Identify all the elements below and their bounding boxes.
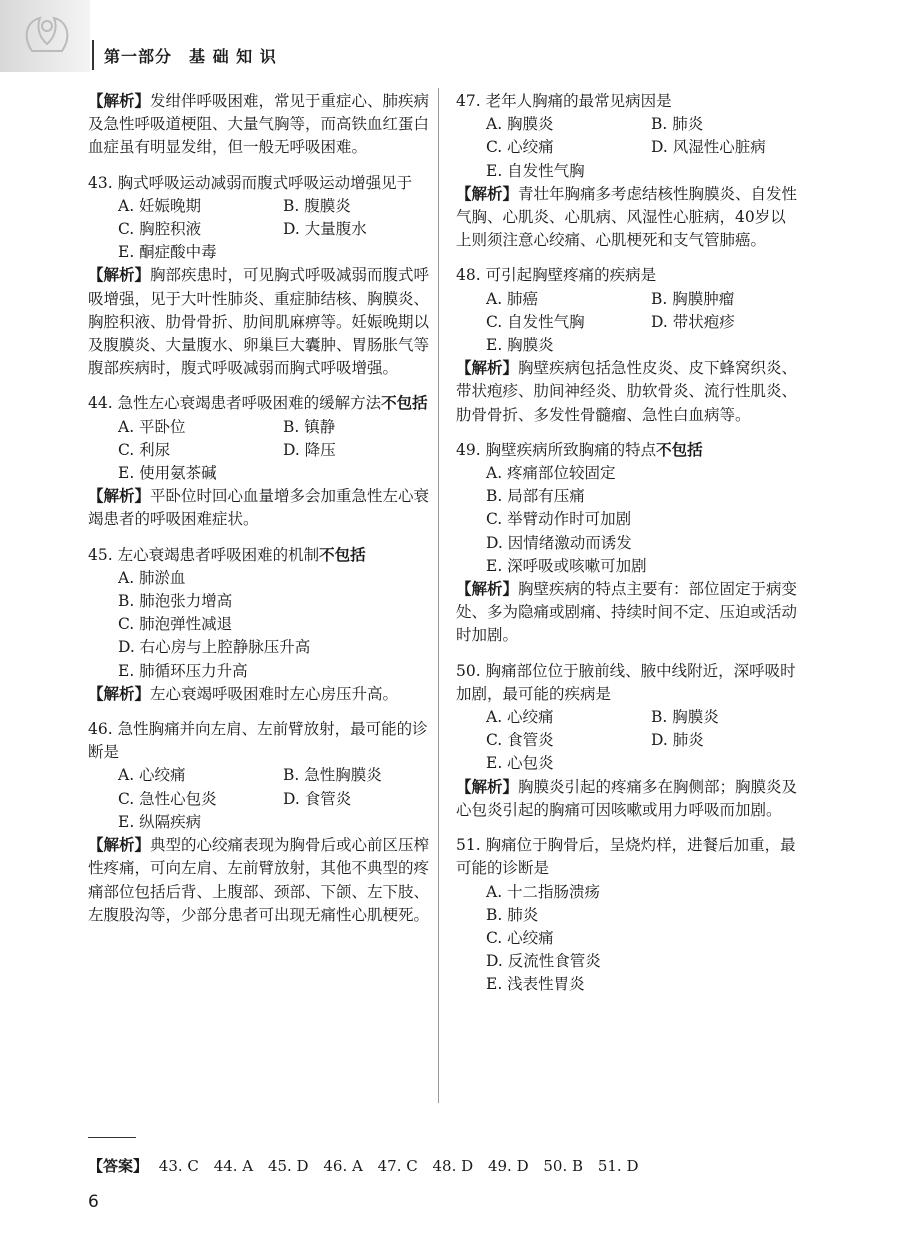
option-e: E. 胸膜炎	[486, 336, 554, 355]
header-title: 第一部分 基 础 知 识	[104, 47, 277, 66]
option-d: D. 反流性食管炎	[486, 952, 601, 971]
explanation-label: 【解析】	[456, 184, 519, 203]
question-stem	[88, 544, 433, 567]
answer-item: 50. B	[543, 1157, 584, 1175]
option-e: E. 使用氨茶碱	[118, 464, 217, 483]
option-a: A. 胸膜炎	[486, 115, 554, 134]
explanation-label: 【解析】	[88, 836, 151, 855]
option-c: C. 举臂动作时可加剧	[486, 510, 632, 529]
option-c: C. 自发性气胸	[486, 312, 585, 331]
option-e: E. 浅表性胃炎	[486, 975, 585, 994]
explanation-label: 【解析】	[456, 777, 519, 796]
stem-emphasis: 不包括	[381, 394, 428, 413]
option-a: A. 心绞痛	[118, 766, 186, 785]
question-stem: 50. 胸痛部位位于腋前线、腋中线附近，深呼吸时加剧，最可能的疾病是	[456, 661, 796, 703]
question-46	[88, 718, 433, 927]
option-d: D. 食管炎	[283, 789, 352, 808]
option-c: C. 心绞痛	[486, 928, 554, 947]
footnote-rule	[88, 1137, 136, 1138]
options	[456, 462, 801, 578]
option-d: D. 降压	[283, 440, 336, 459]
explanation-text: 【解析】平卧位时回心血量增多会加重急性左心衰竭患者的呼吸困难症状。	[88, 487, 430, 529]
options	[88, 195, 433, 265]
option-b: B. 胸膜炎	[651, 708, 719, 727]
stem-emphasis: 不包括	[656, 440, 703, 459]
stem-emphasis: 不包括	[319, 545, 366, 564]
header-separator	[92, 40, 94, 70]
option-b: B. 急性胸膜炎	[283, 766, 382, 785]
explanation-label: 【解析】	[88, 684, 151, 703]
question-51	[456, 834, 801, 996]
explanation-text: 【解析】青壮年胸痛多考虑结核性胸膜炎、自发性气胸、心肌炎、心肌病、风湿性心脏病，40岁以上则须注意心绞痛、心肌梗死和支气管肺癌。	[456, 184, 798, 250]
option-b: B. 肺炎	[651, 115, 704, 134]
option-d: D. 大量腹水	[283, 220, 367, 239]
question-stem: 46. 急性胸痛并向左肩、左前臂放射，最可能的诊断是	[88, 720, 428, 762]
explanation-label: 【解析】	[88, 487, 151, 506]
option-e: E. 自发性气胸	[486, 161, 585, 180]
answer-item: 46. A	[323, 1157, 363, 1175]
option-e: E. 酮症酸中毒	[118, 243, 217, 262]
answer-item: 43. C	[158, 1157, 199, 1175]
answer-key	[88, 1155, 648, 1176]
page-header	[0, 0, 900, 72]
options	[456, 706, 801, 776]
right-column	[456, 90, 801, 1009]
stem-text: 45. 左心衰竭患者呼吸困难的机制	[88, 545, 320, 564]
question-49	[456, 439, 801, 648]
answer-item: 44. A	[213, 1157, 254, 1175]
explanation-label: 【解析】	[456, 359, 519, 378]
option-d: D. 风湿性心脏病	[651, 138, 766, 157]
explanation-text: 【解析】胸部疾患时，可见胸式呼吸减弱而腹式呼吸增强，见于大叶性肺炎、重症肺结核、胸膜炎、胸腔积液、肋骨骨折、肋间肌麻痹等。妊娠晚期以及腹膜炎、大量腹水、卵巢巨大囊肿、胃肠胀气等腹部疾病时，腹式呼吸减弱而胸式呼吸增强。	[88, 266, 430, 378]
option-e: E. 纵隔疾病	[118, 812, 202, 831]
question-44	[88, 392, 433, 531]
answer-item: 48. D	[432, 1157, 474, 1175]
option-e: E. 肺循环压力升高	[118, 661, 248, 680]
question-45	[88, 544, 433, 706]
option-d: D. 因情绪激动而诱发	[486, 533, 632, 552]
answer-item: 49. D	[487, 1157, 529, 1175]
options	[456, 113, 801, 183]
question-stem: 51. 胸痛位于胸骨后，呈烧灼样，进餐后加重，最可能的诊断是	[456, 836, 796, 878]
carryover-explanation	[88, 90, 433, 160]
explanation-text: 【解析】发绀伴呼吸困难，常见于重症心、肺疾病及急性呼吸道梗阻、大量气胸等，而高铁血红蛋白血症虽有明显发绀，但一般无呼吸困难。	[88, 92, 430, 157]
page-number: 6	[88, 1192, 99, 1212]
explanation-label: 【解析】	[88, 266, 151, 285]
options	[456, 881, 801, 997]
option-c: C. 急性心包炎	[118, 789, 217, 808]
option-b: B. 胸膜肿瘤	[651, 289, 735, 308]
option-d: D. 右心房与上腔静脉压升高	[118, 638, 311, 657]
question-stem	[88, 392, 433, 415]
explanation-text: 【解析】胸壁疾病的特点主要有：部位固定于病变处、多为隐痛或剧痛、持续时间不定、压迫或活动时加剧。	[456, 580, 798, 645]
answer-item: 51. D	[597, 1157, 639, 1175]
logo-icon	[12, 6, 82, 66]
option-d: D. 带状疱疹	[651, 312, 735, 331]
stem-text: 44. 急性左心衰竭患者呼吸困难的缓解方法	[88, 394, 382, 413]
option-b: B. 肺炎	[486, 905, 539, 924]
option-a: A. 平卧位	[118, 417, 186, 436]
options	[88, 567, 433, 683]
option-c: C. 肺泡弹性减退	[118, 615, 233, 634]
explanation-text: 【解析】典型的心绞痛表现为胸骨后或心前区压榨性疼痛，可向左肩、左前臂放射，其他不典型的疼痛部位包括后背、上腹部、颈部、下颌、左下肢、左腹股沟等，少部分患者可出现无痛性心肌梗死。	[88, 836, 430, 924]
answer-key-label: 【答案】	[88, 1157, 149, 1175]
option-a: A. 妊娠晚期	[118, 196, 202, 215]
explanation-text: 【解析】左心衰竭呼吸困难时左心房压升高。	[88, 684, 399, 703]
option-e: E. 深呼吸或咳嗽可加剧	[486, 556, 647, 575]
option-c: C. 心绞痛	[486, 138, 554, 157]
option-b: B. 腹膜炎	[283, 196, 351, 215]
stem-text: 49. 胸壁疾病所致胸痛的特点	[456, 440, 657, 459]
explanation-text: 【解析】胸膜炎引起的疼痛多在胸侧部；胸膜炎及心包炎引起的胸痛可因咳嗽或用力呼吸而加剧。	[456, 777, 798, 819]
question-47	[456, 90, 801, 252]
question-stem	[456, 439, 801, 462]
header-decoration	[0, 0, 90, 72]
options	[88, 416, 433, 486]
options	[456, 288, 801, 358]
answer-item: 45. D	[267, 1157, 309, 1175]
explanation-label: 【解析】	[88, 92, 151, 110]
option-a: A. 心绞痛	[486, 708, 554, 727]
option-b: B. 镇静	[283, 417, 336, 436]
option-e: E. 心包炎	[486, 754, 554, 773]
answer-item: 47. C	[377, 1157, 418, 1175]
question-43	[88, 172, 433, 381]
option-a: A. 疼痛部位较固定	[486, 464, 616, 483]
option-a: A. 肺癌	[486, 289, 539, 308]
left-column	[88, 90, 433, 939]
option-b: B. 肺泡张力增高	[118, 592, 233, 611]
question-stem: 47. 老年人胸痛的最常见病因是	[456, 92, 672, 110]
question-48	[456, 264, 801, 426]
explanation-text: 【解析】胸壁疾病包括急性皮炎、皮下蜂窝织炎、带状疱疹、肋间神经炎、肋软骨炎、流行性肌炎、肋骨骨折、多发性骨髓瘤、急性白血病等。	[456, 359, 798, 424]
option-c: C. 胸腔积液	[118, 220, 202, 239]
option-c: C. 食管炎	[486, 731, 554, 750]
option-a: A. 肺淤血	[118, 568, 186, 587]
question-stem: 48. 可引起胸壁疼痛的疾病是	[456, 266, 657, 285]
option-c: C. 利尿	[118, 440, 171, 459]
option-a: A. 十二指肠溃疡	[486, 882, 601, 901]
options	[88, 764, 433, 834]
question-50	[456, 660, 801, 822]
option-d: D. 肺炎	[651, 731, 704, 750]
explanation-label: 【解析】	[456, 580, 519, 599]
question-stem: 43. 胸式呼吸运动减弱而腹式呼吸运动增强见于	[88, 173, 413, 192]
option-b: B. 局部有压痛	[486, 487, 585, 506]
